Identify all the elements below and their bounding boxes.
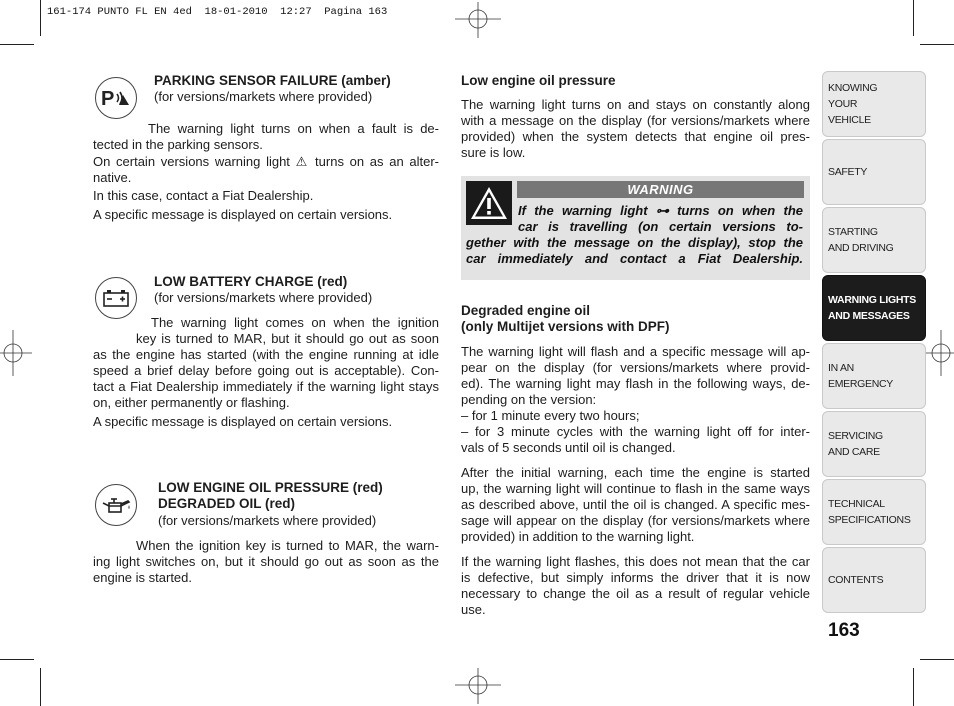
degraded-title: Degraded engine oil <box>461 303 591 318</box>
low-oil-title: Low engine oil pressure <box>461 73 616 88</box>
tab-starting-and-driving[interactable] <box>822 207 926 273</box>
warning-triangle-icon <box>466 181 512 225</box>
parking-title: PARKING SENSOR FAILURE (amber) <box>154 73 391 88</box>
parking-text-line: native. <box>93 170 132 185</box>
registration-mark <box>922 330 954 376</box>
tab-label: SPECIFICATIONS <box>828 514 911 526</box>
warning-text-line: car is travelling (on certain versions to- <box>518 219 803 234</box>
battery-text-line: key is turned to MAR, but it should go out as soon <box>136 331 439 346</box>
degraded-line: After the initial warning, each time the engine is started <box>461 465 810 480</box>
print-header: 161-174 PUNTO FL EN 4ed 18-01-2010 12:27 Pagina 163 <box>47 6 388 18</box>
degraded-line: If the warning light flashes, this does not mean that the car <box>461 554 810 569</box>
degraded-line: up, the warning light will continue to flash in the same ways <box>461 481 810 496</box>
tab-safety[interactable] <box>822 139 926 205</box>
warning-label: WARNING <box>517 181 804 198</box>
battery-text-line: speed a brief delay before going out is acceptable). Con- <box>93 363 439 378</box>
oil-can-icon <box>95 484 137 526</box>
low-oil-line: sure is low. <box>461 145 526 160</box>
crop-mark <box>0 659 34 660</box>
degraded-title: (only Multijet versions with DPF) <box>461 319 670 334</box>
tab-label: TECHNICAL <box>828 498 885 510</box>
oil-subtitle: (for versions/markets where provided) <box>158 513 377 528</box>
degraded-line: necessary to change the oil as a result of regular vehicle <box>461 586 810 601</box>
degraded-line: pear on the display (for versions/markets where provid- <box>461 360 810 375</box>
tab-label: EMERGENCY <box>828 378 893 390</box>
low-oil-line: with a message on the display (for versions/markets where <box>461 113 810 128</box>
warning-text-line: If the warning light ⊶ turns on when the <box>518 203 803 218</box>
svg-text:P: P <box>101 88 115 110</box>
crop-mark <box>40 0 41 36</box>
battery-text-line: on, either permanently or flashing. <box>93 395 290 410</box>
oil-title: LOW ENGINE OIL PRESSURE (red) <box>158 480 383 495</box>
oil-title: DEGRADED OIL (red) <box>158 496 296 511</box>
battery-text-line: as the engine has started (with the engine running at idle <box>93 347 439 362</box>
degraded-line: – for 3 minute cycles with the warning light off for inter- <box>461 424 810 439</box>
tab-in-an-emergency[interactable] <box>822 343 926 409</box>
warning-text-line: gether with the message on the display), stop the <box>466 235 803 250</box>
degraded-line: ed). The warning light may flash in the following ways, de- <box>461 376 810 391</box>
battery-icon <box>95 277 137 319</box>
degraded-line: – for 1 minute every two hours; <box>461 408 640 423</box>
battery-text-line: The warning light comes on when the ignition <box>151 315 439 330</box>
battery-text-line: tact a Fiat Dealership immediately if the warning light stays <box>93 379 439 394</box>
tab-label: SERVICING <box>828 430 883 442</box>
crop-mark <box>40 668 41 706</box>
tab-contents[interactable] <box>822 547 926 613</box>
tab-label: KNOWING <box>828 82 878 94</box>
warning-text-line: car immediately and contact a Fiat Dealership. <box>466 251 803 266</box>
oil-text-line: ing light switches on, but it should go out as soon as the <box>93 554 439 569</box>
degraded-line: The warning light will flash and a specific message will ap- <box>461 344 810 359</box>
tab-label: IN AN <box>828 362 854 374</box>
battery-subtitle: (for versions/markets where provided) <box>154 290 373 305</box>
crop-mark <box>913 0 914 36</box>
tab-label: AND CARE <box>828 446 880 458</box>
tab-knowing-your-vehicle[interactable] <box>822 71 926 137</box>
parking-text-line: A specific message is displayed on certain versions. <box>93 207 393 222</box>
oil-text-line: When the ignition key is turned to MAR, the warn- <box>136 538 439 553</box>
degraded-line: provided) in addition to the warning light. <box>461 529 695 544</box>
crop-mark <box>913 668 914 706</box>
degraded-line: use. <box>461 602 486 617</box>
tab-label: YOUR <box>828 98 858 110</box>
tab-technical-specifications[interactable] <box>822 479 926 545</box>
parking-text-line: tected in the parking sensors. <box>93 137 263 152</box>
degraded-line: vals of 5 seconds until oil is changed. <box>461 440 676 455</box>
crop-mark <box>920 44 954 45</box>
degraded-line: is defective, but simply informs the driver that it is now <box>461 570 810 585</box>
registration-mark <box>455 2 501 38</box>
parking-sensor-icon <box>95 77 137 119</box>
parking-text-line: On certain versions warning light ⚠ turns on as an alter- <box>93 154 439 169</box>
registration-mark <box>455 668 501 704</box>
oil-text-line: engine is started. <box>93 570 193 585</box>
tab-label: STARTING <box>828 226 878 238</box>
parking-text-line: In this case, contact a Fiat Dealership. <box>93 188 314 203</box>
degraded-line: as described above, until the oil is changed. A specific mes- <box>461 497 810 512</box>
tab-label: WARNING LIGHTS <box>828 294 916 306</box>
tab-label: SAFETY <box>828 166 868 178</box>
tab-warning-lights-and-messages[interactable] <box>822 275 926 341</box>
crop-mark <box>0 44 34 45</box>
crop-mark <box>920 659 954 660</box>
parking-subtitle: (for versions/markets where provided) <box>154 89 373 104</box>
tab-label: VEHICLE <box>828 114 871 126</box>
low-oil-line: provided) when the system detects that engine oil pres- <box>461 129 810 144</box>
degraded-line: pending on the version: <box>461 392 597 407</box>
tab-servicing-and-care[interactable] <box>822 411 926 477</box>
tab-label: AND MESSAGES <box>828 310 910 322</box>
battery-title: LOW BATTERY CHARGE (red) <box>154 274 348 289</box>
tab-label: CONTENTS <box>828 574 884 586</box>
parking-text-line: The warning light turns on when a fault is de- <box>148 121 439 136</box>
registration-mark <box>0 330 32 376</box>
tab-label: AND DRIVING <box>828 242 894 254</box>
low-oil-line: The warning light turns on and stays on constantly along <box>461 97 810 112</box>
degraded-line: sage will appear on the display (for versions/markets where <box>461 513 810 528</box>
page-number: 163 <box>828 620 860 641</box>
battery-text-line: A specific message is displayed on certain versions. <box>93 414 393 429</box>
